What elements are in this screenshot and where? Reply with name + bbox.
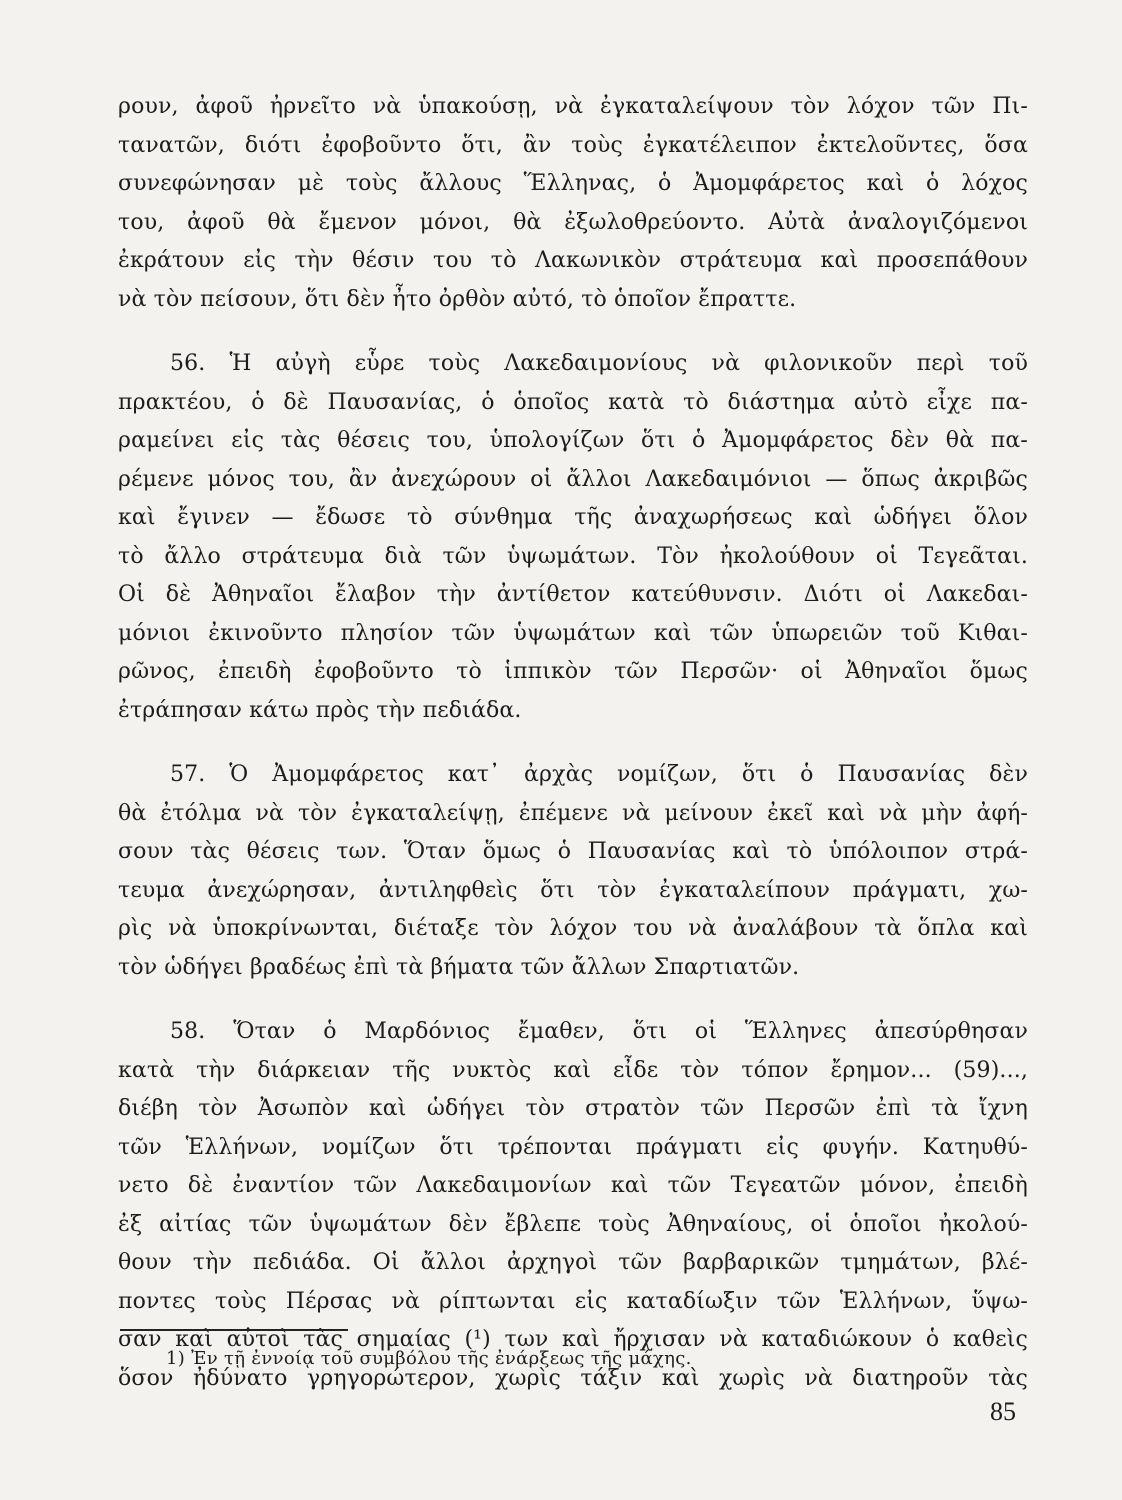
text-line: ποντες τοὺς Πέρσας νὰ ρίπτωνται εἰς καταδίωξιν τῶν Ἑλλήνων, ὕψω-: [118, 1288, 1028, 1314]
text-line: ρὶς νὰ ὑποκρίνωνται, διέταξε τὸν λόχον του νὰ ἀναλάβουν τὰ ὅπλα καὶ: [118, 916, 1028, 941]
text-line: τανατῶν, διότι ἐφοβοῦντο ὅτι, ἂν τοὺς ἐγκατέλειπον ἐκτελοῦντες, ὅσα: [118, 132, 1028, 158]
text-line: ἐκράτουν εἰς τὴν θέσιν του τὸ Λακωνικὸν στράτευμα καὶ προσεπάθουν: [118, 248, 1028, 273]
text-line: ρέμενε μόνος του, ἂν ἀνεχώρουν οἱ ἄλλοι Λακεδαιμόνιοι — ὅπως ἀκριβῶς: [118, 466, 1028, 492]
text-line: ἐξ αἰτίας τῶν ὑψωμάτων δὲν ἔβλεπε τοὺς Ἀθηναίους, οἱ ὁποῖοι ἠκολού-: [118, 1211, 1028, 1237]
footnote: 1) Ἐν τῇ ἐννοίᾳ τοῦ συμβόλου τῆς ἐνάρξεως τῆς μάχης.: [166, 1348, 692, 1369]
paragraph-56: [118, 345, 1028, 730]
text-line: τευμα ἀνεχώρησαν, ἀντιληφθεὶς ὅτι τὸν ἐγκαταλείπουν πράγματι, χω-: [118, 877, 1028, 903]
paragraph-continued: [118, 88, 1028, 319]
text-line: κατὰ τὴν διάρκειαν τῆς νυκτὸς καὶ εἶδε τὸν τόπον ἔρημον... (59)...,: [118, 1057, 1028, 1083]
paragraph-58: [118, 1013, 1028, 1398]
text-line: νετο δὲ ἐναντίον τῶν Λακεδαιμονίων καὶ τῶν Τεγεατῶν μόνον, ἐπειδὴ: [118, 1173, 1028, 1198]
text-line: τῶν Ἑλλήνων, νομίζων ὅτι τρέπονται πράγματι εἰς φυγήν. Κατηυθύ-: [118, 1134, 1028, 1160]
page-number: 85: [990, 1397, 1016, 1426]
text-line: τὸ ἄλλο στράτευμα διὰ τῶν ὑψωμάτων. Τὸν ἠκολούθουν οἱ Τεγεᾶται.: [118, 543, 1028, 569]
text-line: ρουν, ἀφοῦ ἠρνεῖτο νὰ ὑπακούσῃ, νὰ ἐγκαταλείψουν τὸν λόχον τῶν Πι-: [118, 94, 1028, 119]
footnote-divider: [120, 1329, 348, 1331]
text-line: θουν τὴν πεδιάδα. Οἱ ἄλλοι ἀρχηγοὶ τῶν βαρβαρικῶν τμημάτων, βλέ-: [118, 1250, 1028, 1275]
text-line: 57. Ὁ Ἀμομφάρετος κατ᾽ ἀρχὰς νομίζων, ὅτι ὁ Παυσανίας δὲν: [170, 762, 1028, 787]
text-line: του, ἀφοῦ θὰ ἔμενον μόνοι, θὰ ἐξωλοθρεύοντο. Αὐτὰ ἀναλογιζόμενοι: [118, 209, 1028, 235]
text-line: ὅσον ἠδύνατο γρηγορώτερον, χωρὶς τάξιν καὶ χωρὶς νὰ διατηροῦν τὰς: [118, 1365, 1028, 1391]
text-line: 58. Ὅταν ὁ Μαρδόνιος ἔμαθεν, ὅτι οἱ Ἕλληνες ἀπεσύρθησαν: [170, 1019, 1028, 1044]
paragraph-57: [118, 756, 1028, 987]
text-line: ἐτράπησαν κάτω πρὸς τὴν πεδιάδα.: [118, 697, 522, 723]
text-line: διέβη τὸν Ἀσωπὸν καὶ ὡδήγει τὸν στρατὸν τῶν Περσῶν ἐπὶ τὰ ἴχνη: [118, 1096, 1028, 1121]
text-line: Οἱ δὲ Ἀθηναῖοι ἔλαβον τὴν ἀντίθετον κατεύθυνσιν. Διότι οἱ Λακεδαι-: [118, 582, 1028, 607]
text-line: τὸν ὡδήγει βραδέως ἐπὶ τὰ βήματα τῶν ἄλλων Σπαρτιατῶν.: [118, 954, 800, 980]
body-text: [118, 88, 1028, 1398]
text-line: συνεφώνησαν μὲ τοὺς ἄλλους Ἕλληνας, ὁ Ἀμομφάρετος καὶ ὁ λόχος: [118, 171, 1028, 196]
text-line: ραμείνει εἰς τὰς θέσεις του, ὑπολογίζων ὅτι ὁ Ἀμομφάρετος δὲν θὰ πα-: [118, 428, 1028, 453]
text-line: καὶ ἔγινεν — ἔδωσε τὸ σύνθημα τῆς ἀναχωρήσεως καὶ ὡδήγει ὅλον: [118, 505, 1028, 530]
text-line: νὰ τὸν πείσουν, ὅτι δὲν ἦτο ὀρθὸν αὐτό, τὸ ὁποῖον ἔπραττε.: [118, 286, 797, 312]
text-line: θὰ ἐτόλμα νὰ τὸν ἐγκαταλείψῃ, ἐπέμενε νὰ μείνουν ἐκεῖ καὶ νὰ μὴν ἀφή-: [118, 800, 1028, 826]
text-line: πρακτέου, ὁ δὲ Παυσανίας, ὁ ὁποῖος κατὰ τὸ διάστημα αὐτὸ εἶχε πα-: [118, 389, 1028, 415]
text-line: σαν καὶ αὐτοὶ τὰς σημαίας (¹) των καὶ ἤρχισαν νὰ καταδιώκουν ὁ καθεὶς: [118, 1327, 1028, 1352]
text-line: 56. Ἡ αὐγὴ εὗρε τοὺς Λακεδαιμονίους νὰ φιλονικοῦν περὶ τοῦ: [170, 351, 1028, 376]
text-line: μόνιοι ἐκινοῦντο πλησίον τῶν ὑψωμάτων καὶ τῶν ὑπωρειῶν τοῦ Κιθαι-: [118, 620, 1028, 646]
text-line: ρῶνος, ἐπειδὴ ἐφοβοῦντο τὸ ἱππικὸν τῶν Περσῶν· οἱ Ἀθηναῖοι ὅμως: [118, 659, 1028, 684]
text-line: σουν τὰς θέσεις των. Ὅταν ὅμως ὁ Παυσανίας καὶ τὸ ὑπόλοιπον στρά-: [118, 839, 1028, 864]
